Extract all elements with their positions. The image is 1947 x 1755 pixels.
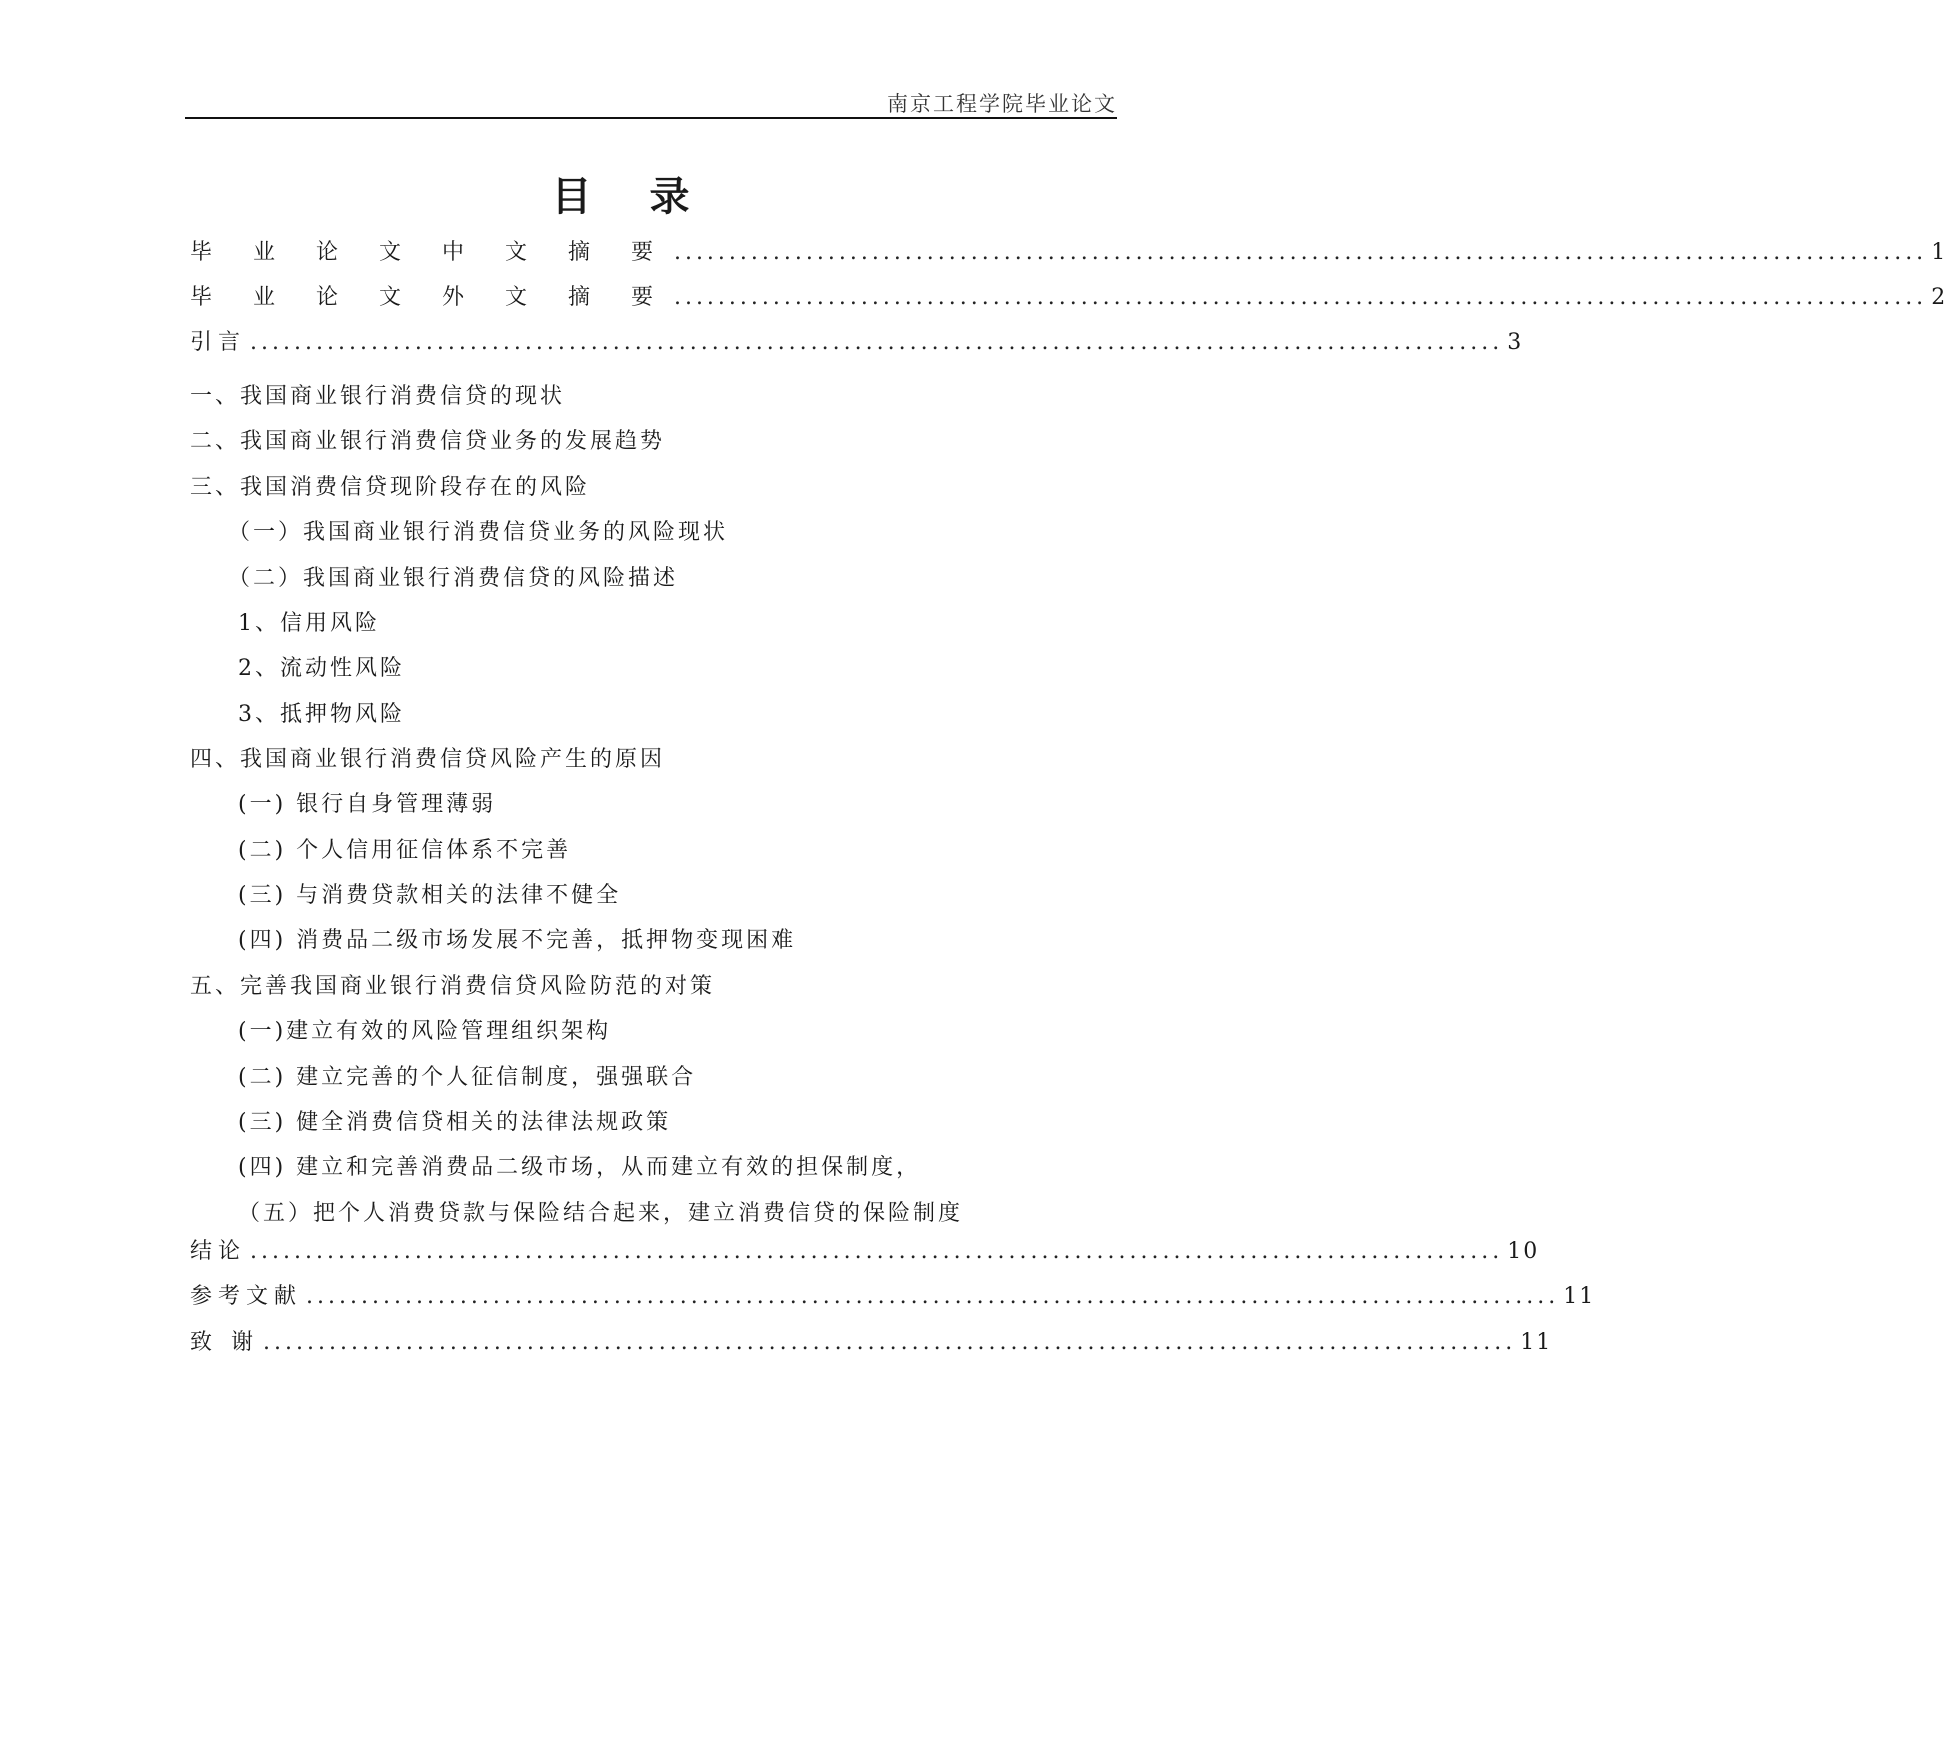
toc-entry-references[interactable]: [190, 1282, 1596, 1312]
toc-subsection[interactable]: (一)建立有效的风险管理组织架构: [238, 1019, 612, 1044]
toc-page-number: 1: [1931, 240, 1947, 265]
toc-entry-label: 毕 业 论 文 外 文 摘 要: [190, 285, 670, 310]
toc-section[interactable]: 一、我国商业银行消费信贷的现状: [190, 384, 566, 409]
toc-subsection[interactable]: 2、流动性风险: [238, 656, 405, 681]
toc-subsection[interactable]: (三) 健全消费信贷相关的法律法规政策: [238, 1110, 672, 1135]
toc-page-number: 3: [1507, 330, 1524, 355]
toc-section[interactable]: 五、完善我国商业银行消费信贷风险防范的对策: [190, 974, 716, 999]
toc-subsection[interactable]: （五）把个人消费贷款与保险结合起来，建立消费信贷的保险制度: [238, 1201, 964, 1226]
toc-subsection[interactable]: （二）我国商业银行消费信贷的风险描述: [228, 566, 679, 591]
toc-entry-label: 引言: [190, 330, 247, 355]
toc-entry-chinese-abstract[interactable]: [190, 238, 1947, 268]
toc-subsection[interactable]: (四) 消费品二级市场发展不完善，抵押物变现困难: [238, 928, 797, 953]
dot-leader: ..................................................................................................................: [673, 240, 1928, 265]
toc-entry-acknowledgements[interactable]: [190, 1328, 1553, 1358]
toc-section[interactable]: 四、我国商业银行消费信贷风险产生的原因: [190, 747, 666, 772]
header-divider: [185, 117, 1117, 119]
toc-subsection[interactable]: (一) 银行自身管理薄弱: [238, 792, 497, 817]
toc-page-number: 10: [1507, 1239, 1540, 1264]
dot-leader: ..................................................................................................................: [250, 1239, 1504, 1264]
toc-subsection[interactable]: 1、信用风险: [238, 611, 380, 636]
toc-entry-label: 毕 业 论 文 中 文 摘 要: [190, 240, 670, 265]
toc-subsection[interactable]: 3、抵押物风险: [238, 702, 405, 727]
page-title: 目 录: [551, 173, 712, 220]
toc-entry-label: 结论: [190, 1239, 247, 1264]
toc-section[interactable]: 三、我国消费信贷现阶段存在的风险: [190, 475, 591, 500]
toc-section[interactable]: 二、我国商业银行消费信贷业务的发展趋势: [190, 429, 666, 454]
dot-leader: ..................................................................................................................: [673, 285, 1928, 310]
toc-page-number: 11: [1563, 1284, 1596, 1309]
dot-leader: ..................................................................................................................: [263, 1330, 1517, 1355]
toc-page-number: 11: [1520, 1330, 1553, 1355]
toc-entry-introduction[interactable]: [190, 328, 1524, 358]
toc-subsection[interactable]: (四) 建立和完善消费品二级市场，从而建立有效的担保制度，: [238, 1155, 922, 1180]
toc-entry-label: 参考文献: [190, 1284, 303, 1309]
toc-entry-foreign-abstract[interactable]: [190, 283, 1947, 313]
dot-leader: ..................................................................................................................: [306, 1284, 1560, 1309]
toc-subsection[interactable]: (三) 与消费贷款相关的法律不健全: [238, 883, 622, 908]
toc-entry-conclusion[interactable]: [190, 1237, 1540, 1267]
toc-subsection[interactable]: （一）我国商业银行消费信贷业务的风险现状: [228, 520, 729, 545]
toc-page-number: 2: [1931, 285, 1947, 310]
dot-leader: ..................................................................................................................: [250, 330, 1504, 355]
toc-subsection[interactable]: (二) 建立完善的个人征信制度，强强联合: [238, 1065, 697, 1090]
header-title: 南京工程学院毕业论文: [887, 92, 1117, 116]
toc-subsection[interactable]: (二) 个人信用征信体系不完善: [238, 838, 572, 863]
toc-entry-label: 致 谢: [190, 1330, 259, 1355]
